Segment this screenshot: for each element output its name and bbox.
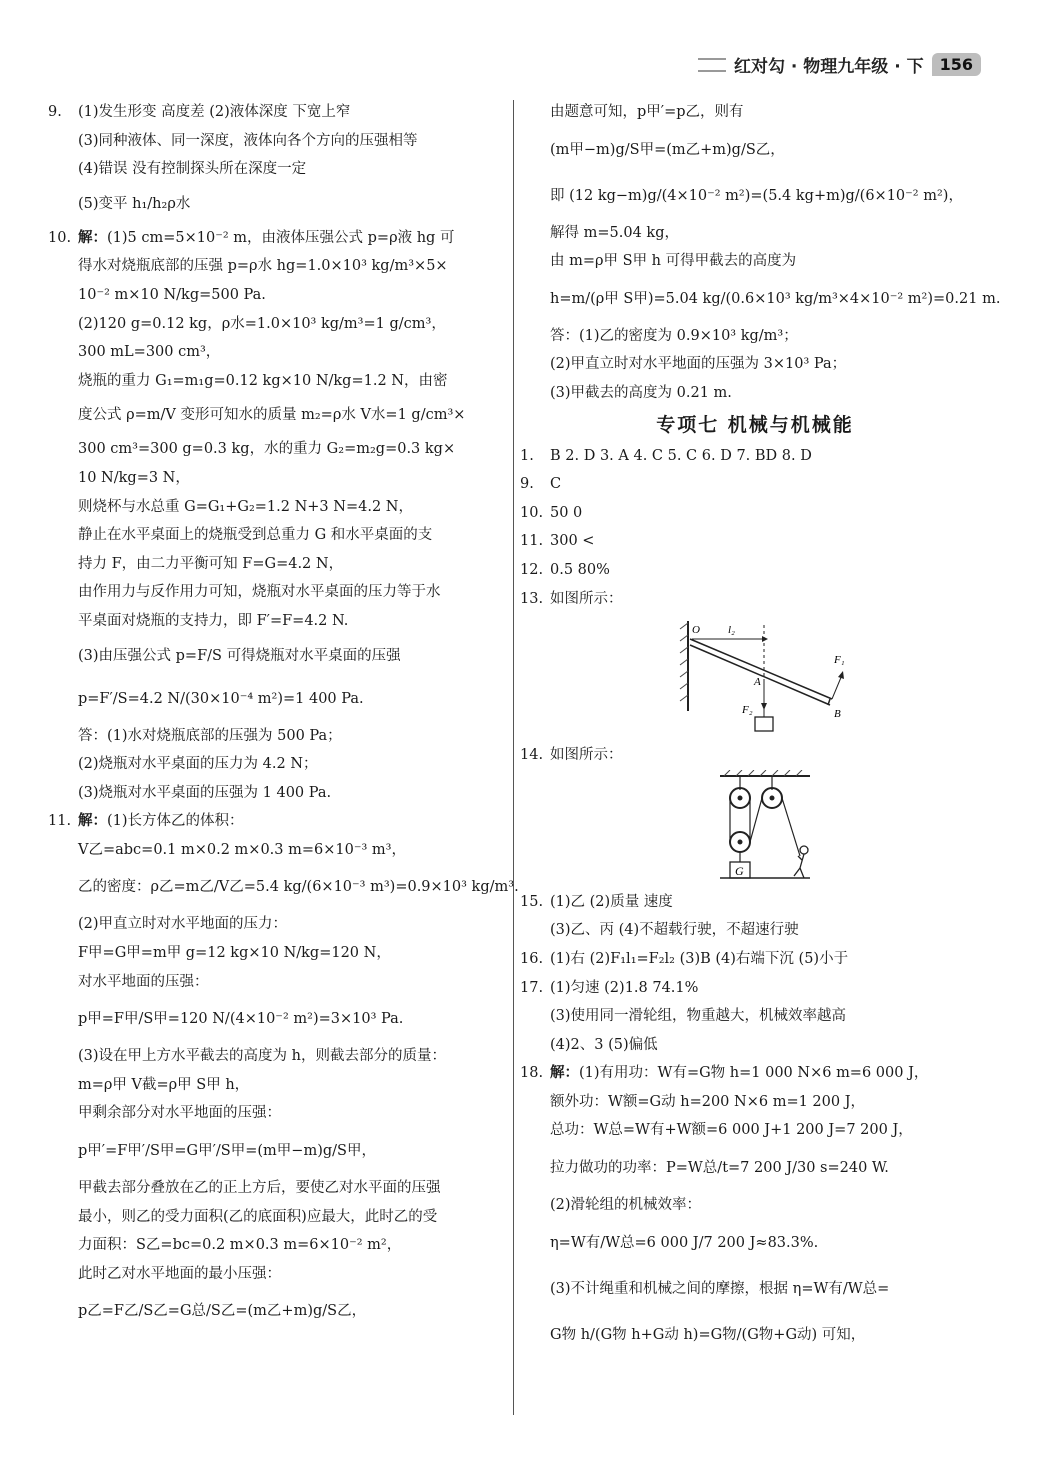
answer-line <box>520 527 990 556</box>
question-number: 13. <box>520 590 544 607</box>
answer-line <box>48 836 510 865</box>
answer-text: (3)不计绳重和机械之间的摩擦，根据 η=W有/W总= <box>550 1280 890 1297</box>
answer-line <box>520 585 990 614</box>
answer-line <box>520 1266 990 1312</box>
answer-text: (3)设在甲上方水平截去的高度为 h，则截去部分的质量： <box>78 1048 446 1065</box>
answer-text: (1)发生形变 高度差 (2)液体深度 下宽上窄 <box>78 104 351 120</box>
answer-line <box>48 550 510 579</box>
answer-line <box>48 395 510 435</box>
answer-line <box>48 722 510 751</box>
answer-line <box>48 607 510 636</box>
answer-text: 由作用力与反作用力可知，烧瓶对水平桌面的压力等于水 <box>78 584 441 601</box>
answer-text: (1)长方体乙的体积： <box>107 813 244 830</box>
answer-text: 10 N/kg=3 N， <box>78 469 190 486</box>
label-a: A <box>754 676 761 689</box>
column-divider <box>513 100 514 1415</box>
answer-text: (1)有用功：W有=G物 h=1 000 N×6 m=6 000 J， <box>579 1065 929 1082</box>
answer-text: 甲截去部分叠放在乙的正上方后，要使乙对水平面的压强 <box>78 1180 441 1197</box>
answer-line <box>520 1191 990 1220</box>
label-f1: F₁ <box>834 654 845 667</box>
answer-text: 得水对烧瓶底部的压强 p=ρ水 hg=1.0×10³ kg/m³×5× <box>78 258 448 275</box>
answer-text: G物 h/(G物 h+G动 h)=G物/(G物+G动) 可知， <box>550 1326 866 1343</box>
answer-text: p乙=F乙/S乙=G总/S乙=(m乙+m)g/S乙， <box>78 1303 367 1320</box>
question-number: 1. <box>520 447 534 464</box>
answer-text: 总功：W总=W有+W额=6 000 J+1 200 J=7 200 J， <box>550 1122 913 1139</box>
question-number: 9. <box>520 476 534 493</box>
answer-line <box>48 338 510 367</box>
answer-line <box>520 379 990 408</box>
answer-text: (4)错误 没有控制探头所在深度一定 <box>78 161 307 178</box>
lever-svg <box>670 613 870 741</box>
answer-line <box>520 945 990 974</box>
answer-text: 解得 m=5.04 kg， <box>550 224 679 241</box>
answer-line <box>48 807 510 836</box>
answer-line <box>520 127 990 173</box>
answer-text: 度公式 ρ=m/V 变形可知水的质量 m₂=ρ水 V水=1 g/cm³× <box>78 407 466 424</box>
answer-text: 对水平地面的压强： <box>78 973 209 990</box>
answer-line <box>48 968 510 997</box>
answer-line <box>48 493 510 522</box>
answer-text: (3)同种液体、同一深度，液体向各个方向的压强相等 <box>78 132 418 149</box>
label-l2: l₂ <box>728 624 735 637</box>
answer-line <box>48 1288 510 1334</box>
question-number: 17. <box>520 979 544 996</box>
answer-line <box>520 470 990 499</box>
question-number: 15. <box>520 893 544 910</box>
answer-line <box>48 910 510 939</box>
answer-text: 即 (12 kg−m)g/(4×10⁻² m²)=(5.4 kg+m)g/(6×10⁻² m²)， <box>550 187 963 204</box>
answer-line <box>520 98 990 127</box>
solution-label: 解： <box>78 812 107 830</box>
answer-text: 甲剩余部分对水平地面的压强： <box>78 1105 281 1122</box>
answer-line <box>520 276 1001 322</box>
answer-line <box>48 98 510 127</box>
question-number: 10. <box>48 229 72 246</box>
answer-text: η=W有/W总=6 000 J/7 200 J≈83.3%. <box>550 1234 819 1251</box>
page-number: 156 <box>932 53 981 76</box>
answer-text: 烧瓶的重力 G₁=m₁g=0.12 kg×10 N/kg=1.2 N，由密 <box>78 372 448 389</box>
answer-text: (3)由压强公式 p=F/S 可得烧瓶对水平桌面的压强 <box>78 647 401 664</box>
question-number: 11. <box>520 533 544 550</box>
answer-text: (4)2、3 (5)偏低 <box>550 1036 658 1053</box>
label-o: O <box>692 624 700 637</box>
answer-line <box>520 173 990 219</box>
answer-line <box>48 676 510 722</box>
question-number: 12. <box>520 561 544 578</box>
answer-line <box>48 310 510 339</box>
answer-line <box>48 464 510 493</box>
answer-text: (5)变平 h₁/h₂ρ水 <box>78 195 191 212</box>
answer-line <box>48 521 510 550</box>
answer-text: 由 m=ρ甲 S甲 h 可得甲截去的高度为 <box>550 253 797 270</box>
answer-text: (1)5 cm=5×10⁻² m，由液体压强公式 p=ρ液 hg 可 <box>107 229 455 246</box>
answer-line <box>48 1174 510 1203</box>
page-header <box>698 52 981 77</box>
section-title: 专项七 机械与机械能 <box>656 413 854 436</box>
answer-line <box>520 1002 990 1031</box>
answer-line <box>520 1059 990 1088</box>
answer-line <box>520 1031 990 1060</box>
answer-text: F甲=G甲=m甲 g=12 kg×10 N/kg=120 N， <box>78 945 391 962</box>
answer-line <box>48 750 510 779</box>
answer-line <box>520 916 990 945</box>
answer-line <box>520 556 990 585</box>
answer-text: h=m/(ρ甲 S甲)=5.04 kg/(0.6×10³ kg/m³×4×10⁻² m²)=0.21 m. <box>550 290 1001 307</box>
answer-text: 由题意可知，p甲′=p乙，则有 <box>550 104 744 120</box>
answer-line <box>48 367 510 396</box>
answer-text: (m甲−m)g/S甲=(m乙+m)g/S乙， <box>550 141 785 158</box>
answer-line <box>48 1042 510 1071</box>
answer-text: (2)烧瓶对水平桌面的压力为 4.2 N； <box>78 756 318 773</box>
answer-text: (3)烧瓶对水平桌面的压强为 1 400 Pa. <box>78 784 332 801</box>
label-b: B <box>834 708 841 721</box>
answer-text: (2)甲直立时对水平地面的压力： <box>78 916 288 933</box>
question-14 <box>520 741 990 770</box>
question-number: 18. <box>520 1065 544 1082</box>
answer-text: (1)乙 (2)质量 速度 <box>550 893 673 910</box>
answer-line <box>520 974 990 1003</box>
answer-text: p=F′/S=4.2 N/(30×10⁻⁴ m²)=1 400 Pa. <box>78 690 364 707</box>
label-f2: F₂ <box>742 704 753 717</box>
answer-text: 额外功：W额=G动 h=200 N×6 m=1 200 J， <box>550 1093 866 1110</box>
answer-line <box>48 281 510 310</box>
answer-text: 答：(1)乙的密度为 0.9×10³ kg/m³； <box>550 327 798 344</box>
answer-text: (2)120 g=0.12 kg，ρ水=1.0×10³ kg/m³=1 g/cm³， <box>78 315 446 332</box>
answer-line <box>48 1071 510 1100</box>
answer-text: 10⁻² m×10 N/kg=500 Pa. <box>78 286 266 303</box>
answer-text: 乙的密度：ρ乙=m乙/V乙=5.4 kg/(6×10⁻³ m³)=0.9×10³ kg/m³. <box>78 879 519 896</box>
answer-line <box>520 1088 990 1117</box>
answer-line <box>48 578 510 607</box>
answer-text: C <box>550 476 562 493</box>
answer-text: (2)甲直立时对水平地面的压强为 3×10³ Pa； <box>550 356 847 373</box>
answer-line <box>48 996 510 1042</box>
answer-line <box>520 322 990 351</box>
answer-line <box>48 1128 510 1174</box>
right-column <box>520 98 1001 1358</box>
answer-line <box>520 1220 990 1266</box>
answer-line <box>48 127 510 156</box>
answers-1-13 <box>520 442 990 614</box>
answer-text: 持力 F，由二力平衡可知 F=G=4.2 N， <box>78 555 344 572</box>
header-decoration <box>698 58 726 72</box>
answer-line <box>520 247 990 276</box>
answer-line <box>520 499 990 528</box>
pulley-diagram <box>700 770 900 888</box>
lever-diagram <box>670 613 870 741</box>
answer-text: 答：(1)水对烧瓶底部的压强为 500 Pa； <box>78 727 342 744</box>
answer-line <box>520 1145 990 1191</box>
book-title: 红对勾 · 物理九年级 · 下 <box>734 57 924 77</box>
answer-text: (1)右 (2)F₁l₁=F₂l₂ (3)B (4)右端下沉 (5)小于 <box>550 950 849 967</box>
answer-text: V乙=abc=0.1 m×0.2 m×0.3 m=6×10⁻³ m³， <box>78 841 406 858</box>
question-number: 9. <box>48 104 62 120</box>
answer-text: m=ρ甲 V截=ρ甲 S甲 h， <box>78 1076 250 1093</box>
answer-line <box>48 1260 510 1289</box>
answer-text: 如图所示： <box>550 590 623 607</box>
question-number: 11. <box>48 813 72 830</box>
answer-text: (1)匀速 (2)1.8 74.1% <box>550 979 699 996</box>
answer-text: p甲=F甲/S甲=120 N/(4×10⁻² m²)=3×10³ Pa. <box>78 1011 404 1028</box>
answer-text: 力面积：S乙=bc=0.2 m×0.3 m=6×10⁻² m²， <box>78 1237 402 1254</box>
answer-line <box>48 435 510 464</box>
answer-text: 最小，则乙的受力面积(乙的底面积)应最大，此时乙的受 <box>78 1208 438 1225</box>
answer-text: (3)甲截去的高度为 0.21 m. <box>550 384 732 401</box>
answer-line <box>520 219 990 248</box>
answer-line <box>520 442 990 471</box>
answer-11-continued <box>520 98 1001 408</box>
answer-text: 0.5 80% <box>550 561 610 578</box>
answer-line <box>48 224 510 253</box>
answer-line <box>520 888 990 917</box>
answer-line <box>48 1203 510 1232</box>
solution-label: 解： <box>550 1064 579 1082</box>
answer-line <box>48 939 510 968</box>
question-number: 16. <box>520 950 544 967</box>
answer-line <box>48 252 510 281</box>
answer-text: 300 cm³=300 g=0.3 kg，水的重力 G₂=m₂g=0.3 kg× <box>78 441 456 458</box>
answer-text: 静止在水平桌面上的烧瓶受到总重力 G 和水平桌面的支 <box>78 527 433 544</box>
answer-text: 拉力做功的功率：P=W总/t=7 200 J/30 s=240 W. <box>550 1160 889 1177</box>
answer-text: (3)乙、丙 (4)不超载行驶，不超速行驶 <box>550 922 799 939</box>
answers-15-18 <box>520 888 990 1358</box>
answer-line <box>48 636 510 676</box>
answer-text: 则烧杯与水总重 G=G₁+G₂=1.2 N+3 N=4.2 N， <box>78 498 413 515</box>
pulley-svg <box>700 770 900 888</box>
answer-line <box>48 1099 510 1128</box>
answer-line <box>520 1312 990 1358</box>
answer-line <box>520 1116 990 1145</box>
answer-text: p甲′=F甲′/S甲=G甲′/S甲=(m甲−m)g/S甲， <box>78 1143 376 1160</box>
left-column <box>48 98 519 1334</box>
answer-text: 此时乙对水平地面的最小压强： <box>78 1265 281 1282</box>
solution-label: 解： <box>78 228 107 246</box>
answer-text: (3)使用同一滑轮组，物重越大，机械效率越高 <box>550 1008 847 1025</box>
answer-text: (2)滑轮组的机械效率： <box>550 1197 702 1214</box>
answer-text: 300 mL=300 cm³， <box>78 344 221 361</box>
answer-line <box>48 184 510 224</box>
answer-text: 平桌面对烧瓶的支持力，即 F′=F=4.2 N. <box>78 612 349 629</box>
answer-text: 50 0 <box>550 504 583 521</box>
answer-line <box>48 864 519 910</box>
answer-line <box>48 1231 510 1260</box>
answer-text: 300 < <box>550 533 595 550</box>
label-g: G <box>735 863 744 878</box>
answer-line <box>48 155 510 184</box>
answer-text: B 2. D 3. A 4. C 5. C 6. D 7. BD 8. D <box>550 447 812 464</box>
answer-line <box>48 779 510 808</box>
question-text: 如图所示： <box>550 747 623 764</box>
answer-line <box>520 350 990 379</box>
question-number: 14. <box>520 747 544 764</box>
question-number: 10. <box>520 504 544 521</box>
